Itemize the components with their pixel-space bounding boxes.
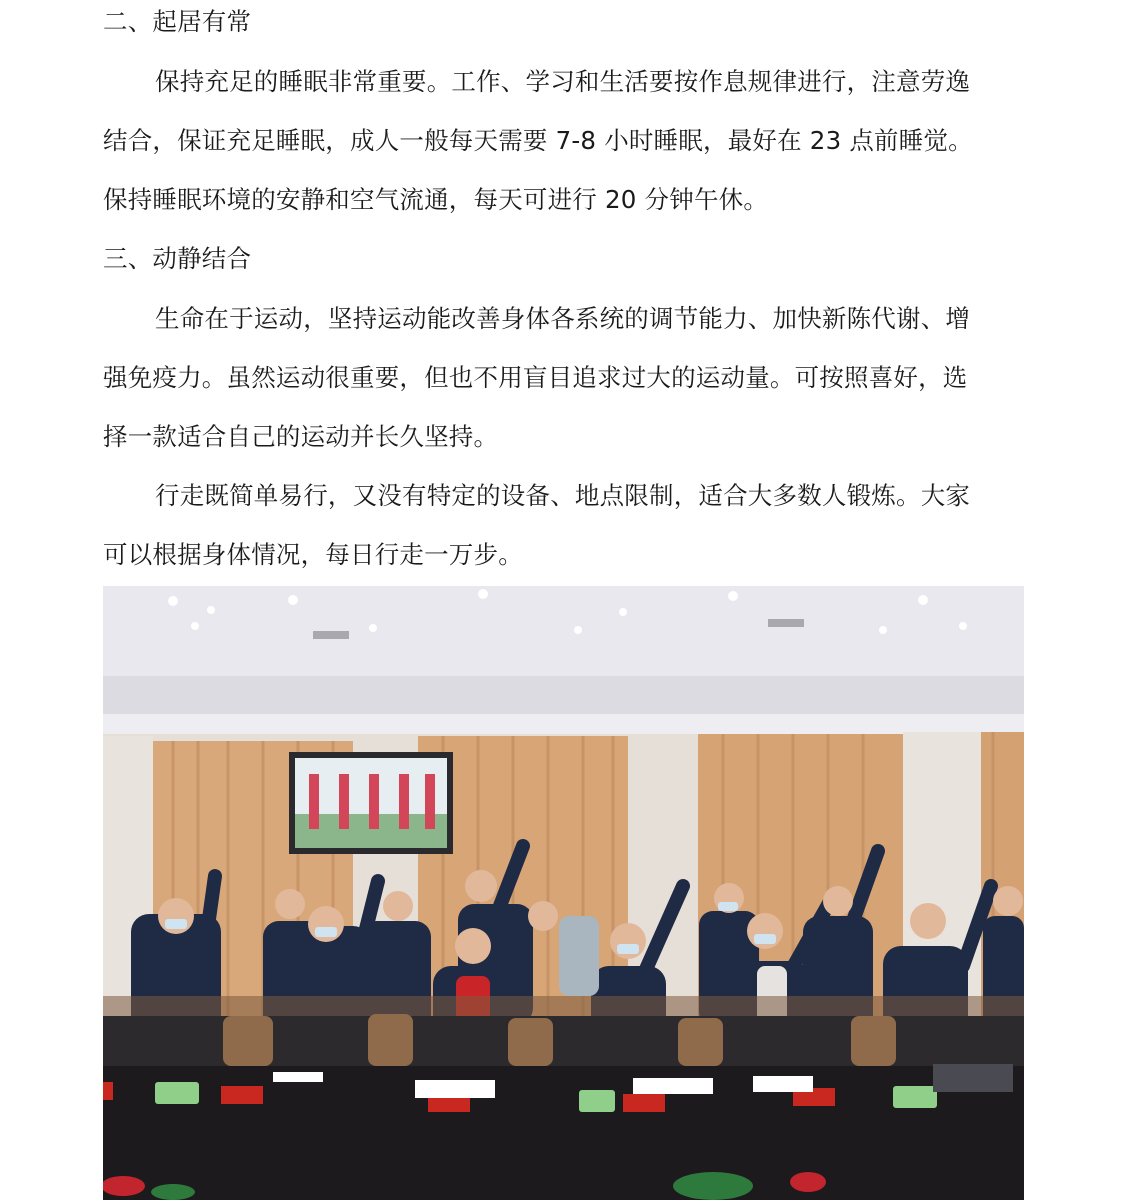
paragraph-line: 强免疫力。虽然运动很重要，但也不用盲目追求过大的运动量。可按照喜好，选: [103, 363, 968, 392]
meeting-room-exercise-photo: [103, 586, 1024, 1200]
paragraph-line: 保持充足的睡眠非常重要。工作、学习和生活要按作息规律进行，注意劳逸: [155, 67, 971, 96]
paragraph-line: 可以根据身体情况，每日行走一万步。: [103, 540, 523, 569]
section-heading: 三、动静结合: [103, 244, 252, 273]
paragraph-line: 生命在于运动，坚持运动能改善身体各系统的调节能力、加快新陈代谢、增: [155, 304, 971, 333]
section-heading: 二、起居有常: [103, 7, 252, 36]
paragraph-line: 行走既简单易行，又没有特定的设备、地点限制，适合大多数人锻炼。大家: [155, 481, 971, 510]
paragraph-line: 保持睡眠环境的安静和空气流通，每天可进行 20 分钟午休。: [103, 185, 769, 214]
paragraph-line: 择一款适合自己的运动并长久坚持。: [103, 422, 499, 451]
paragraph-line: 结合，保证充足睡眠，成人一般每天需要 7-8 小时睡眠，最好在 23 点前睡觉。: [103, 126, 973, 155]
